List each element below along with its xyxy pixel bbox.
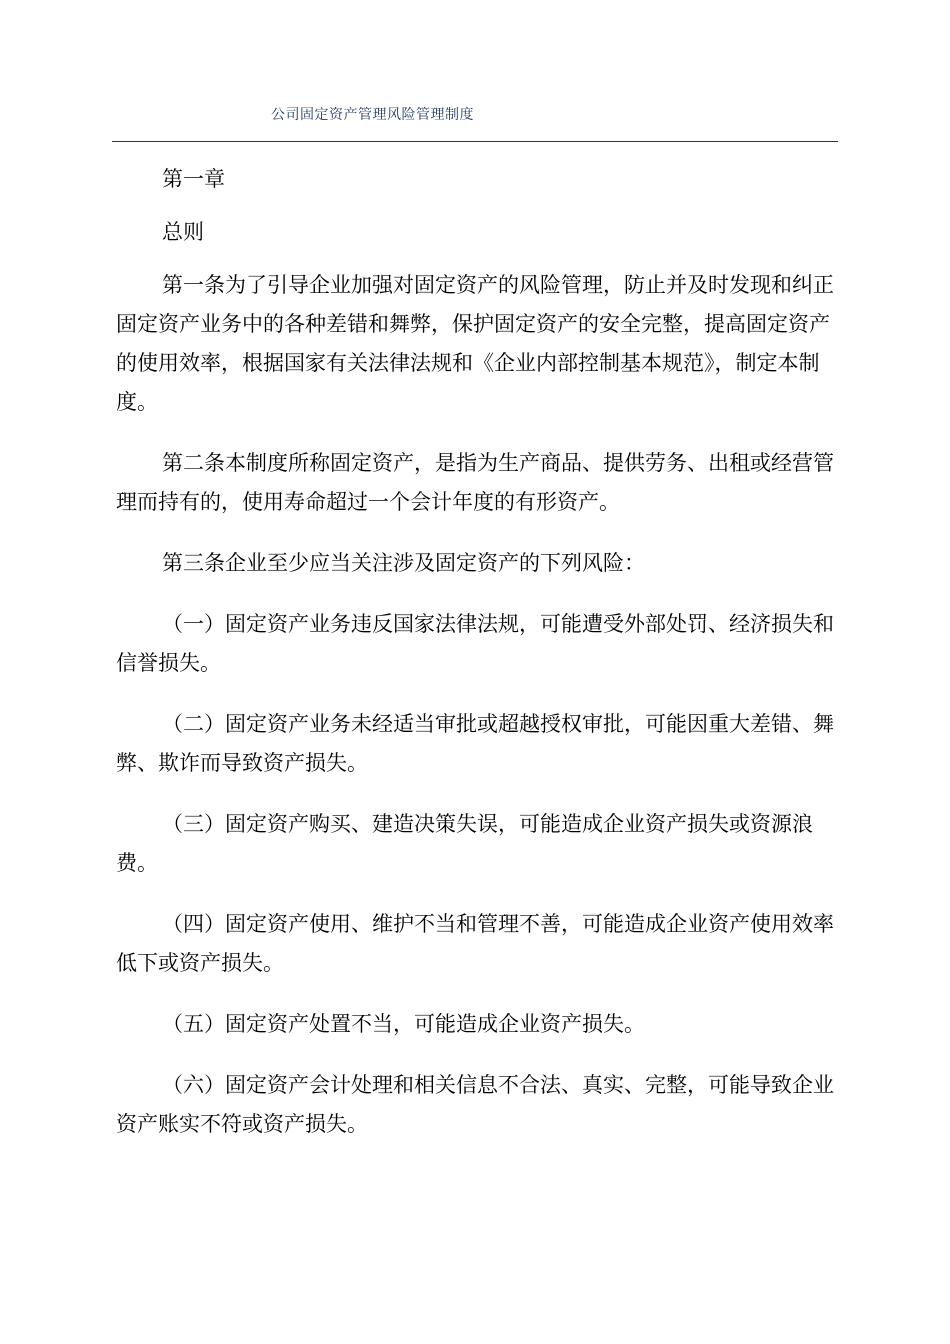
- document-body: [116, 160, 836, 1166]
- paragraph-article-1: 第一条为了引导企业加强对固定资产的风险管理，防止并及时发现和纠正固定资产业务中的各种差错和舞弊，保护固定资产的安全完整，提高固定资产的使用效率，根据国家有关法律法规和《企业内部控制基本规范》，制定本制度。: [116, 273, 834, 414]
- section-heading: 总则: [162, 220, 204, 244]
- paragraph-risk-5: （五）固定资产处置不当，可能造成企业资产损失。: [162, 1012, 645, 1036]
- paragraph-article-3: 第三条企业至少应当关注涉及固定资产的下列风险：: [162, 551, 645, 575]
- paragraph-risk-1: （一）固定资产业务违反国家法律法规，可能遭受外部处罚、经济损失和信誉损失。: [116, 612, 834, 675]
- paragraph-risk-6: （六）固定资产会计处理和相关信息不合法、真实、完整，可能导致企业资产账实不符或资产损失。: [116, 1073, 834, 1136]
- paragraph-risk-2: （二）固定资产业务未经适当审批或超越授权审批，可能因重大差错、舞弊、欺诈而导致资产损失。: [116, 712, 834, 775]
- chapter-heading: 第一章: [162, 167, 225, 191]
- paragraph-risk-4: （四）固定资产使用、维护不当和管理不善，可能造成企业资产使用效率低下或资产损失。: [116, 912, 834, 975]
- paragraph-article-2: 第二条本制度所称固定资产，是指为生产商品、提供劳务、出租或经营管理而持有的，使用寿命超过一个会计年度的有形资产。: [116, 451, 834, 514]
- page-header-title: 公司固定资产管理风险管理制度: [271, 107, 474, 123]
- header-divider: [112, 141, 838, 142]
- paragraph-risk-3: （三）固定资产购买、建造决策失误，可能造成企业资产损失或资源浪费。: [116, 812, 813, 875]
